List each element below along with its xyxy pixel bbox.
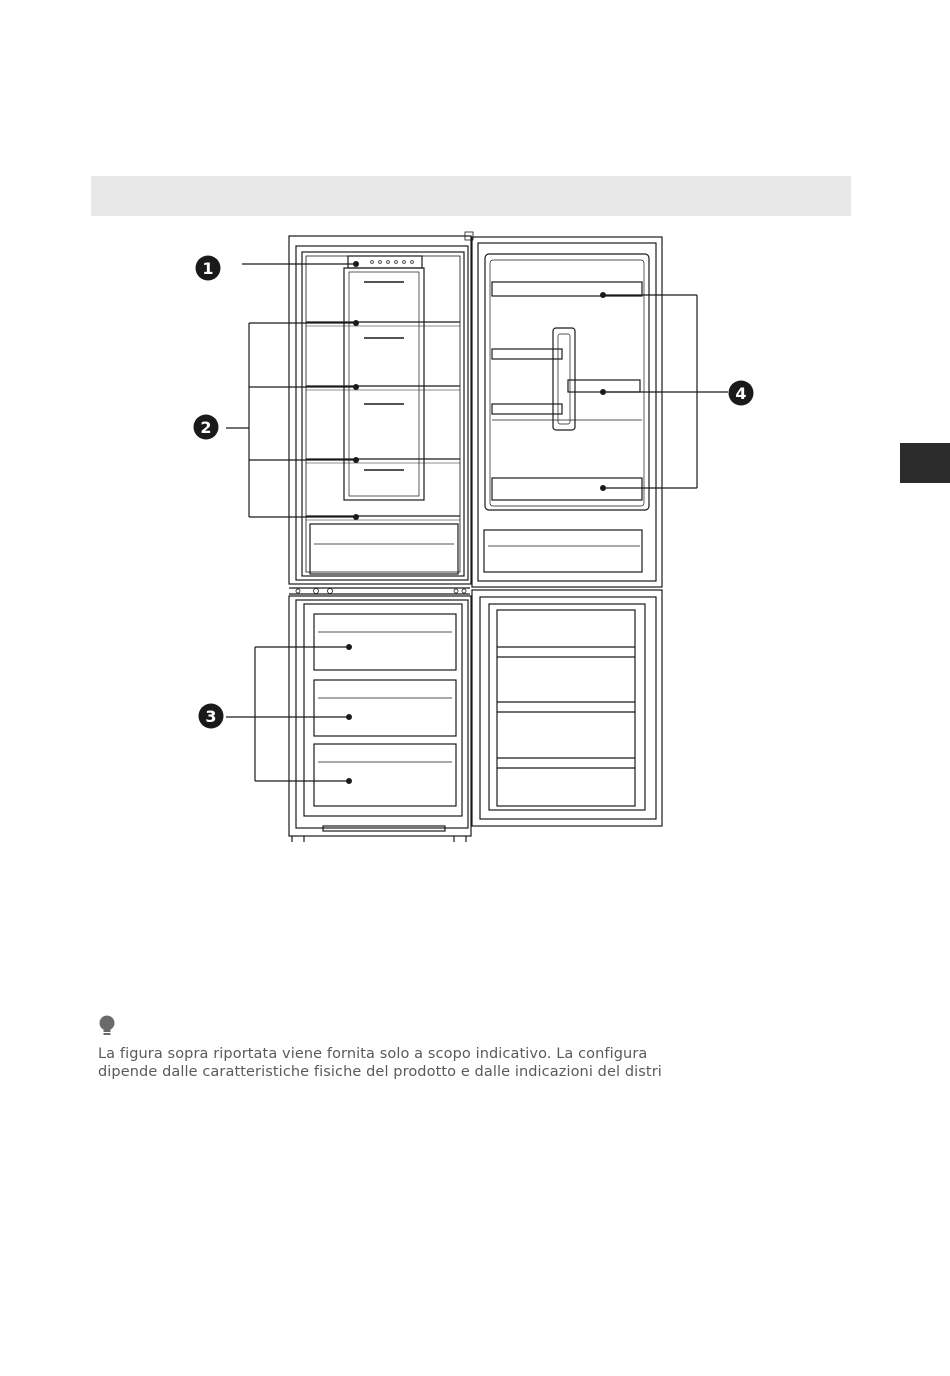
callout-1	[196, 256, 221, 281]
freezer-door	[472, 590, 662, 826]
callout-2-label: 2	[200, 418, 212, 437]
callout-1-label: 1	[202, 259, 214, 278]
freezer-cabinet	[289, 596, 471, 842]
note-line-2: dipende dalle caratteristiche fisiche del prodotto e dalle indicazioni del distri	[98, 1064, 662, 1080]
note-line-1: La figura sopra riportata viene fornita solo a scopo indicativo. La configura	[98, 1046, 648, 1062]
callout-2	[194, 415, 219, 440]
fridge-cabinet	[289, 232, 473, 584]
callout-3	[199, 704, 224, 729]
callout-4	[729, 381, 754, 406]
callout-3-label: 3	[205, 707, 217, 726]
callout-4-label: 4	[735, 384, 747, 403]
lightbulb-icon	[98, 1015, 116, 1037]
fridge-door	[472, 237, 662, 587]
note-text	[98, 1045, 798, 1081]
